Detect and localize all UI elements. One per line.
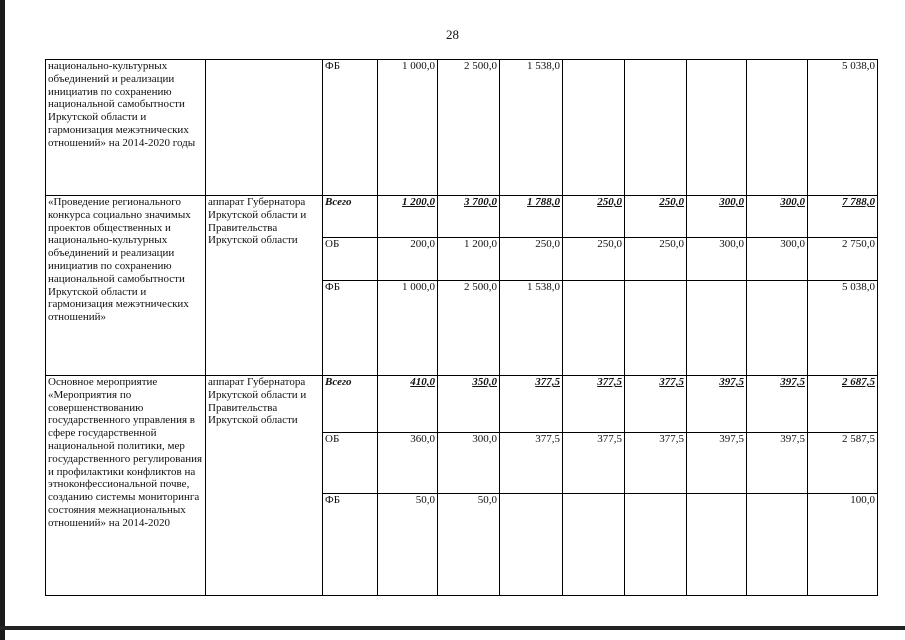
value-cell: 250,0 [625, 196, 687, 238]
funding-source-cell: Всего [323, 376, 378, 433]
event-name-cell: «Проведение регионального конкурса социально значимых проектов общественных и национально-культурных объединений и реализации инициатив по сохранению национальной самобытности Иркутской области и гармонизация межэтнических отношений» [46, 196, 206, 376]
total-value-cell: 7 788,0 [808, 196, 878, 238]
value-cell: 50,0 [438, 494, 500, 596]
value-cell: 397,5 [747, 433, 808, 494]
value-cell: 300,0 [747, 196, 808, 238]
value-cell [747, 60, 808, 196]
table-row [46, 196, 878, 238]
total-value-cell: 5 038,0 [808, 60, 878, 196]
total-value-cell: 2 687,5 [808, 376, 878, 433]
value-cell: 250,0 [625, 238, 687, 281]
total-value-cell: 100,0 [808, 494, 878, 596]
value-cell: 2 500,0 [438, 281, 500, 376]
value-cell: 300,0 [438, 433, 500, 494]
value-cell [563, 281, 625, 376]
total-value-cell: 5 038,0 [808, 281, 878, 376]
value-cell: 3 700,0 [438, 196, 500, 238]
value-cell: 250,0 [563, 238, 625, 281]
value-cell: 1 788,0 [500, 196, 563, 238]
value-cell: 377,5 [500, 433, 563, 494]
funding-source-cell: ФБ [323, 281, 378, 376]
value-cell: 300,0 [747, 238, 808, 281]
scan-edge-bottom [0, 626, 905, 630]
value-cell: 377,5 [500, 376, 563, 433]
value-cell [500, 494, 563, 596]
value-cell: 1 538,0 [500, 60, 563, 196]
page-number: 28 [446, 27, 459, 42]
value-cell: 250,0 [563, 196, 625, 238]
value-cell: 2 500,0 [438, 60, 500, 196]
value-cell: 410,0 [378, 376, 438, 433]
total-value-cell: 2 587,5 [808, 433, 878, 494]
funding-source-cell: ОБ [323, 433, 378, 494]
event-name-cell: Основное мероприятие «Мероприятия по совершенствованию государственного управления в сфере государственной национальной политики, мер государственного регулирования и профилактики конфликтов на этноконфессиональной почве, созданию системы мониторинга состояния межнациональных отношений» на 2014-2020 [46, 376, 206, 596]
value-cell [625, 60, 687, 196]
value-cell: 1 200,0 [438, 238, 500, 281]
value-cell: 397,5 [747, 376, 808, 433]
value-cell: 250,0 [500, 238, 563, 281]
budget-table [45, 59, 878, 596]
table-row [46, 60, 878, 196]
value-cell [747, 281, 808, 376]
funding-source-cell: ФБ [323, 494, 378, 596]
value-cell: 1 000,0 [378, 60, 438, 196]
value-cell [687, 281, 747, 376]
value-cell: 377,5 [625, 376, 687, 433]
table-row [46, 376, 878, 433]
funding-source-cell: ФБ [323, 60, 378, 196]
value-cell: 1 200,0 [378, 196, 438, 238]
value-cell: 300,0 [687, 196, 747, 238]
executor-cell: аппарат Губернатора Иркутской области и Правительства Иркутской области [206, 196, 323, 376]
value-cell: 1 538,0 [500, 281, 563, 376]
value-cell [687, 60, 747, 196]
value-cell [625, 281, 687, 376]
value-cell: 397,5 [687, 376, 747, 433]
value-cell: 377,5 [563, 433, 625, 494]
value-cell [687, 494, 747, 596]
table-body [46, 60, 878, 596]
funding-source-cell: ОБ [323, 238, 378, 281]
value-cell [747, 494, 808, 596]
value-cell [563, 494, 625, 596]
value-cell: 360,0 [378, 433, 438, 494]
total-value-cell: 2 750,0 [808, 238, 878, 281]
scan-edge-left [0, 0, 5, 640]
value-cell: 350,0 [438, 376, 500, 433]
value-cell: 1 000,0 [378, 281, 438, 376]
value-cell: 377,5 [563, 376, 625, 433]
value-cell: 377,5 [625, 433, 687, 494]
value-cell: 50,0 [378, 494, 438, 596]
event-name-cell: национально-культурных объединений и реализации инициатив по сохранению национальной самобытности Иркутской области и гармонизация межэтнических отношений» на 2014-2020 годы [46, 60, 206, 196]
executor-cell: аппарат Губернатора Иркутской области и Правительства Иркутской области [206, 376, 323, 596]
value-cell: 397,5 [687, 433, 747, 494]
funding-source-cell: Всего [323, 196, 378, 238]
executor-cell [206, 60, 323, 196]
value-cell [563, 60, 625, 196]
value-cell: 200,0 [378, 238, 438, 281]
value-cell [625, 494, 687, 596]
value-cell: 300,0 [687, 238, 747, 281]
